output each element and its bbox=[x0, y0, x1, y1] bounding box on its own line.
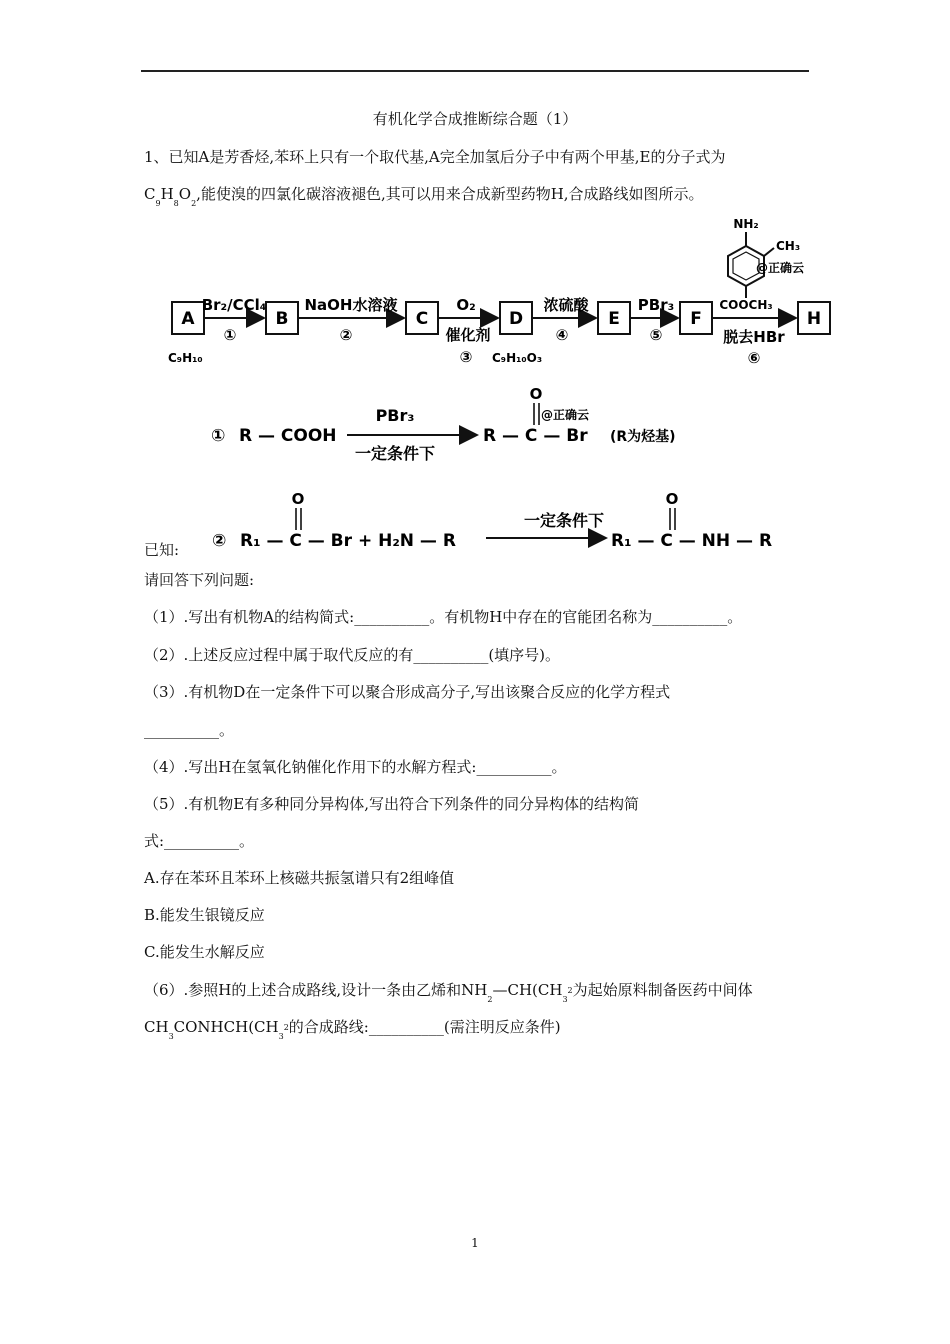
formula-o-sub: 2 bbox=[191, 199, 197, 208]
box-c-label: C bbox=[415, 309, 429, 329]
question-5-blank: 式:__________。 bbox=[144, 832, 255, 850]
option-b: B.能发生银镜反应 bbox=[144, 906, 265, 924]
formula-c-sub: 9 bbox=[155, 199, 161, 208]
page-title: 有机化学合成推断综合题（1） bbox=[372, 110, 578, 128]
known2-reactants: R₁ — C — Br + H₂N — R bbox=[240, 531, 456, 551]
watermark-2: @正确云 bbox=[541, 408, 590, 422]
intro-line-1: 1、已知A是芳香烃,苯环上只有一个取代基,A完全加氢后分子中有两个甲基,E的分子式为 bbox=[144, 148, 726, 166]
question-3-blank: __________。 bbox=[144, 721, 235, 739]
prompt: 请回答下列问题: bbox=[144, 571, 255, 589]
option-c: C.能发生水解反应 bbox=[144, 943, 265, 961]
formula-a: C₉H₁₀ bbox=[168, 351, 203, 365]
formula-h-sub: 8 bbox=[173, 199, 179, 208]
step-4-above: 浓硫酸 bbox=[543, 296, 589, 314]
known-label: 已知: bbox=[144, 541, 180, 559]
known2-oxygen-2: O bbox=[665, 490, 679, 508]
known2-num: ② bbox=[212, 531, 227, 551]
question-6: （6）.参照H的上述合成路线,设计一条由乙烯和$NH_2—CH(CH_32$为起始原料制备医药中间体 bbox=[144, 981, 753, 1004]
known1-product: R — C — Br bbox=[483, 426, 588, 446]
question-4: （4）.写出H在氢氧化钠催化作用下的水解方程式:__________。 bbox=[144, 758, 567, 776]
known1-num: ① bbox=[211, 426, 226, 446]
step-4-num: ④ bbox=[555, 326, 569, 344]
question-6-line-2: $CH_3CONHCH(CH_32$的合成路线:__________(需注明反应条件) bbox=[144, 1018, 561, 1041]
page-number: 1 bbox=[471, 1236, 479, 1250]
question-1: （1）.写出有机物A的结构简式:__________。有机物H中存在的官能团名称为__________。 bbox=[144, 608, 743, 626]
box-f-label: F bbox=[690, 309, 702, 329]
formula-d: C₉H₁₀O₃ bbox=[492, 351, 543, 365]
known-reaction-2 bbox=[208, 486, 808, 556]
known-reaction-1 bbox=[205, 385, 725, 475]
box-e-label: E bbox=[608, 309, 620, 329]
step-3-above: O₂ bbox=[456, 296, 476, 314]
intro-line-2 bbox=[144, 184, 704, 207]
formula-c: C bbox=[144, 185, 156, 203]
known1-note: (R为烃基) bbox=[610, 429, 676, 445]
step-1-num: ① bbox=[223, 326, 237, 344]
box-b-label: B bbox=[275, 309, 289, 329]
known1-oxygen: O bbox=[529, 385, 543, 403]
option-a: A.存在苯环且苯环上核磁共振氢谱只有2组峰值 bbox=[144, 869, 455, 887]
step-5-above: PBr₃ bbox=[637, 296, 675, 314]
question-3: （3）.有机物D在一定条件下可以聚合形成高分子,写出该聚合反应的化学方程式 bbox=[144, 683, 671, 701]
synthesis-route-diagram bbox=[160, 210, 840, 370]
formula-o: O bbox=[178, 185, 192, 203]
box-a-label: A bbox=[181, 309, 195, 329]
watermark-1: @正确云 bbox=[756, 261, 805, 275]
reagent-ch3: CH₃ bbox=[776, 239, 801, 253]
known1-condition: 一定条件下 bbox=[354, 444, 436, 463]
known1-reactant: R — COOH bbox=[239, 426, 337, 446]
header-rule bbox=[141, 70, 809, 72]
step-3-num: ③ bbox=[459, 348, 473, 366]
question-5: （5）.有机物E有多种同分异构体,写出符合下列条件的同分异构体的结构简 bbox=[144, 795, 640, 813]
reagent-nh2: NH₂ bbox=[733, 217, 759, 231]
formula-h: H bbox=[160, 185, 174, 203]
step-2-above: NaOH水溶液 bbox=[304, 296, 398, 314]
step-1-above: Br₂/CCl₄ bbox=[201, 296, 267, 314]
known2-product: R₁ — C — NH — R bbox=[611, 531, 773, 551]
step-6-num: ⑥ bbox=[747, 349, 761, 367]
reagent-structure bbox=[719, 217, 804, 312]
box-d-label: D bbox=[508, 309, 524, 329]
step-6-below: 脱去HBr bbox=[723, 328, 785, 346]
step-5-num: ⑤ bbox=[649, 326, 663, 344]
step-3-below: 催化剂 bbox=[445, 326, 491, 344]
known2-oxygen-1: O bbox=[291, 490, 305, 508]
intro-line-2-text: ,能使溴的四氯化碳溶液褪色,其可以用来合成新型药物H,合成路线如图所示。 bbox=[196, 185, 704, 203]
known1-reagent: PBr₃ bbox=[375, 406, 415, 425]
reagent-cooch3: COOCH₃ bbox=[719, 298, 773, 312]
box-h-label: H bbox=[806, 309, 822, 329]
known2-condition: 一定条件下 bbox=[523, 511, 605, 530]
step-2-num: ② bbox=[339, 326, 353, 344]
question-2: （2）.上述反应过程中属于取代反应的有__________(填序号)。 bbox=[144, 646, 561, 664]
